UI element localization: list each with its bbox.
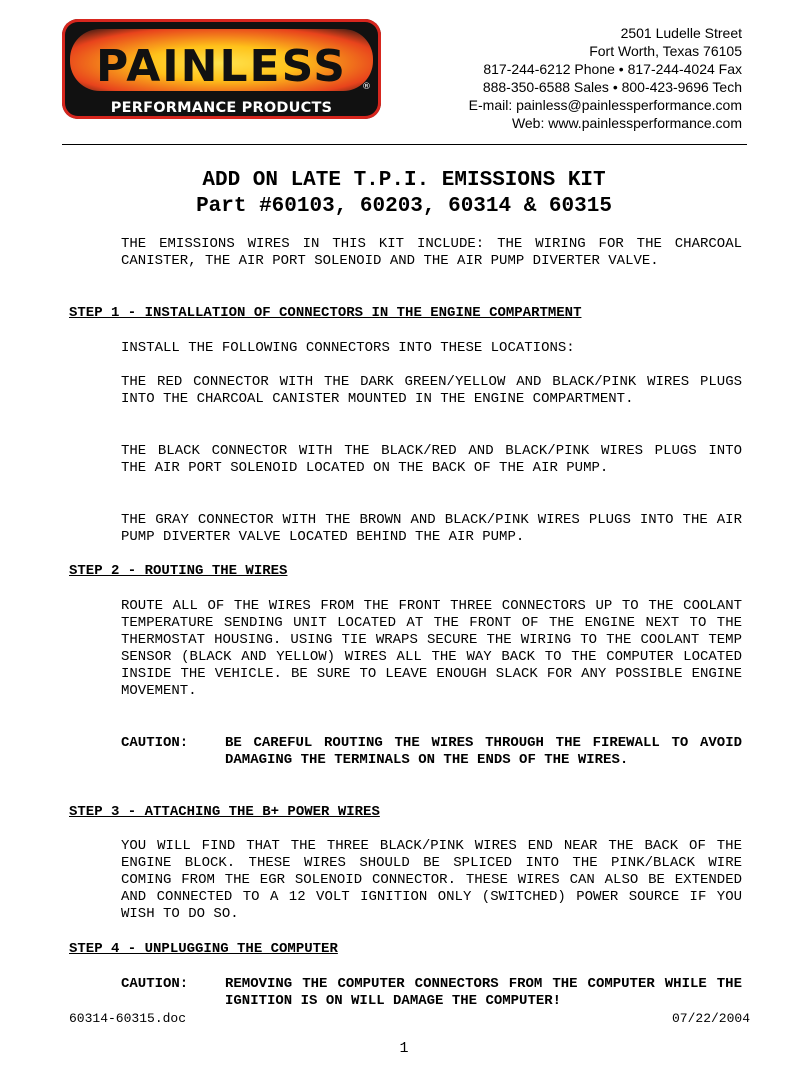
contact-info bbox=[469, 24, 742, 132]
footer-date: 07/22/2004 bbox=[671, 1011, 750, 1026]
caution-label: CAUTION: bbox=[121, 976, 189, 992]
caution-text: REMOVING THE COMPUTER CONNECTORS FROM THE COMPUTER WHILE THE IGNITION IS ON WILL DAMAGE THE COMPUTER! bbox=[225, 976, 742, 1009]
header-divider bbox=[62, 144, 747, 145]
intro-paragraph: THE EMISSIONS WIRES IN THIS KIT INCLUDE: THE WIRING FOR THE CHARCOAL CANISTER, THE AIR PORT SOLENOID AND THE AIR PUMP DIVERTER VALVE. bbox=[121, 236, 742, 269]
caution-text: BE CAREFUL ROUTING THE WIRES THROUGH THE FIREWALL TO AVOID DAMAGING THE TERMINALS ON THE ENDS OF THE WIRES. bbox=[225, 735, 742, 768]
page-number: 1 bbox=[399, 1040, 409, 1057]
step-1-paragraph-3: THE BLACK CONNECTOR WITH THE BLACK/RED AND BLACK/PINK WIRES PLUGS INTO THE AIR PORT SOLENOID LOCATED ON THE BACK OF THE AIR PUMP. bbox=[121, 443, 742, 476]
step-4-heading: STEP 4 - UNPLUGGING THE COMPUTER bbox=[69, 941, 338, 957]
step-1-paragraph-2: THE RED CONNECTOR WITH THE DARK GREEN/YELLOW AND BLACK/PINK WIRES PLUGS INTO THE CHARCOAL CANISTER MOUNTED IN THE ENGINE COMPARTMENT. bbox=[121, 374, 742, 407]
registered-mark: ® bbox=[362, 82, 371, 92]
title-line-2: Part #60103, 60203, 60314 & 60315 bbox=[196, 195, 612, 218]
contact-email: E-mail: painless@painlessperformance.com bbox=[468, 97, 742, 113]
caution-label: CAUTION: bbox=[121, 735, 189, 751]
footer-filename: 60314-60315.doc bbox=[69, 1011, 187, 1026]
step-1-heading: STEP 1 - INSTALLATION OF CONNECTORS IN THE ENGINE COMPARTMENT bbox=[69, 305, 582, 321]
document-title bbox=[0, 168, 808, 220]
logo-brand: PAINLESS bbox=[96, 41, 347, 92]
step-1-paragraph-4: THE GRAY CONNECTOR WITH THE BROWN AND BLACK/PINK WIRES PLUGS INTO THE AIR PUMP DIVERTER VALVE LOCATED BEHIND THE AIR PUMP. bbox=[121, 512, 742, 545]
contact-phone-fax: 817-244-6212 Phone • 817-244-4024 Fax bbox=[483, 61, 742, 77]
company-logo bbox=[62, 19, 381, 119]
title-line-1: ADD ON LATE T.P.I. EMISSIONS KIT bbox=[202, 169, 606, 192]
contact-address: 2501 Ludelle Street bbox=[620, 25, 742, 41]
step-2-heading: STEP 2 - ROUTING THE WIRES bbox=[69, 563, 288, 579]
step-3-heading: STEP 3 - ATTACHING THE B+ POWER WIRES bbox=[69, 804, 380, 820]
logo-tagline: PERFORMANCE PRODUCTS bbox=[110, 100, 333, 116]
step-1-paragraph-1: INSTALL THE FOLLOWING CONNECTORS INTO THESE LOCATIONS: bbox=[121, 340, 575, 356]
step-2-paragraph-1: ROUTE ALL OF THE WIRES FROM THE FRONT THREE CONNECTORS UP TO THE COOLANT TEMPERATURE SENDING UNIT LOCATED AT THE FRONT OF THE ENGINE NEXT TO THE THERMOSTAT HOUSING. USING TIE WRAPS SECURE THE WIRING TO THE COOLANT TEMP SENSOR (BLACK AND YELLOW) WIRES ALL THE WAY BACK TO THE COMPUTER LOCATED INSIDE THE VEHICLE. BE SURE TO LEAVE ENOUGH SLACK FOR ANY POSSIBLE ENGINE MOVEMENT. bbox=[121, 598, 742, 699]
step-4-caution bbox=[121, 976, 742, 1010]
step-2-caution bbox=[121, 735, 742, 769]
step-3-paragraph-1: YOU WILL FIND THAT THE THREE BLACK/PINK WIRES END NEAR THE BACK OF THE ENGINE BLOCK. THESE WIRES SHOULD BE SPLICED INTO THE PINK/BLACK WIRE COMING FROM THE EGR SOLENOID CONNECTOR. THESE WIRES CAN ALSO BE EXTENDED AND CONNECTED TO A 12 VOLT IGNITION ONLY (SWITCHED) POWER SOURCE IF YOU WISH TO DO SO. bbox=[121, 838, 742, 922]
contact-web: Web: www.painlessperformance.com bbox=[511, 115, 742, 131]
contact-sales-tech: 888-350-6588 Sales • 800-423-9696 Tech bbox=[482, 79, 742, 95]
contact-city: Fort Worth, Texas 76105 bbox=[589, 43, 742, 59]
